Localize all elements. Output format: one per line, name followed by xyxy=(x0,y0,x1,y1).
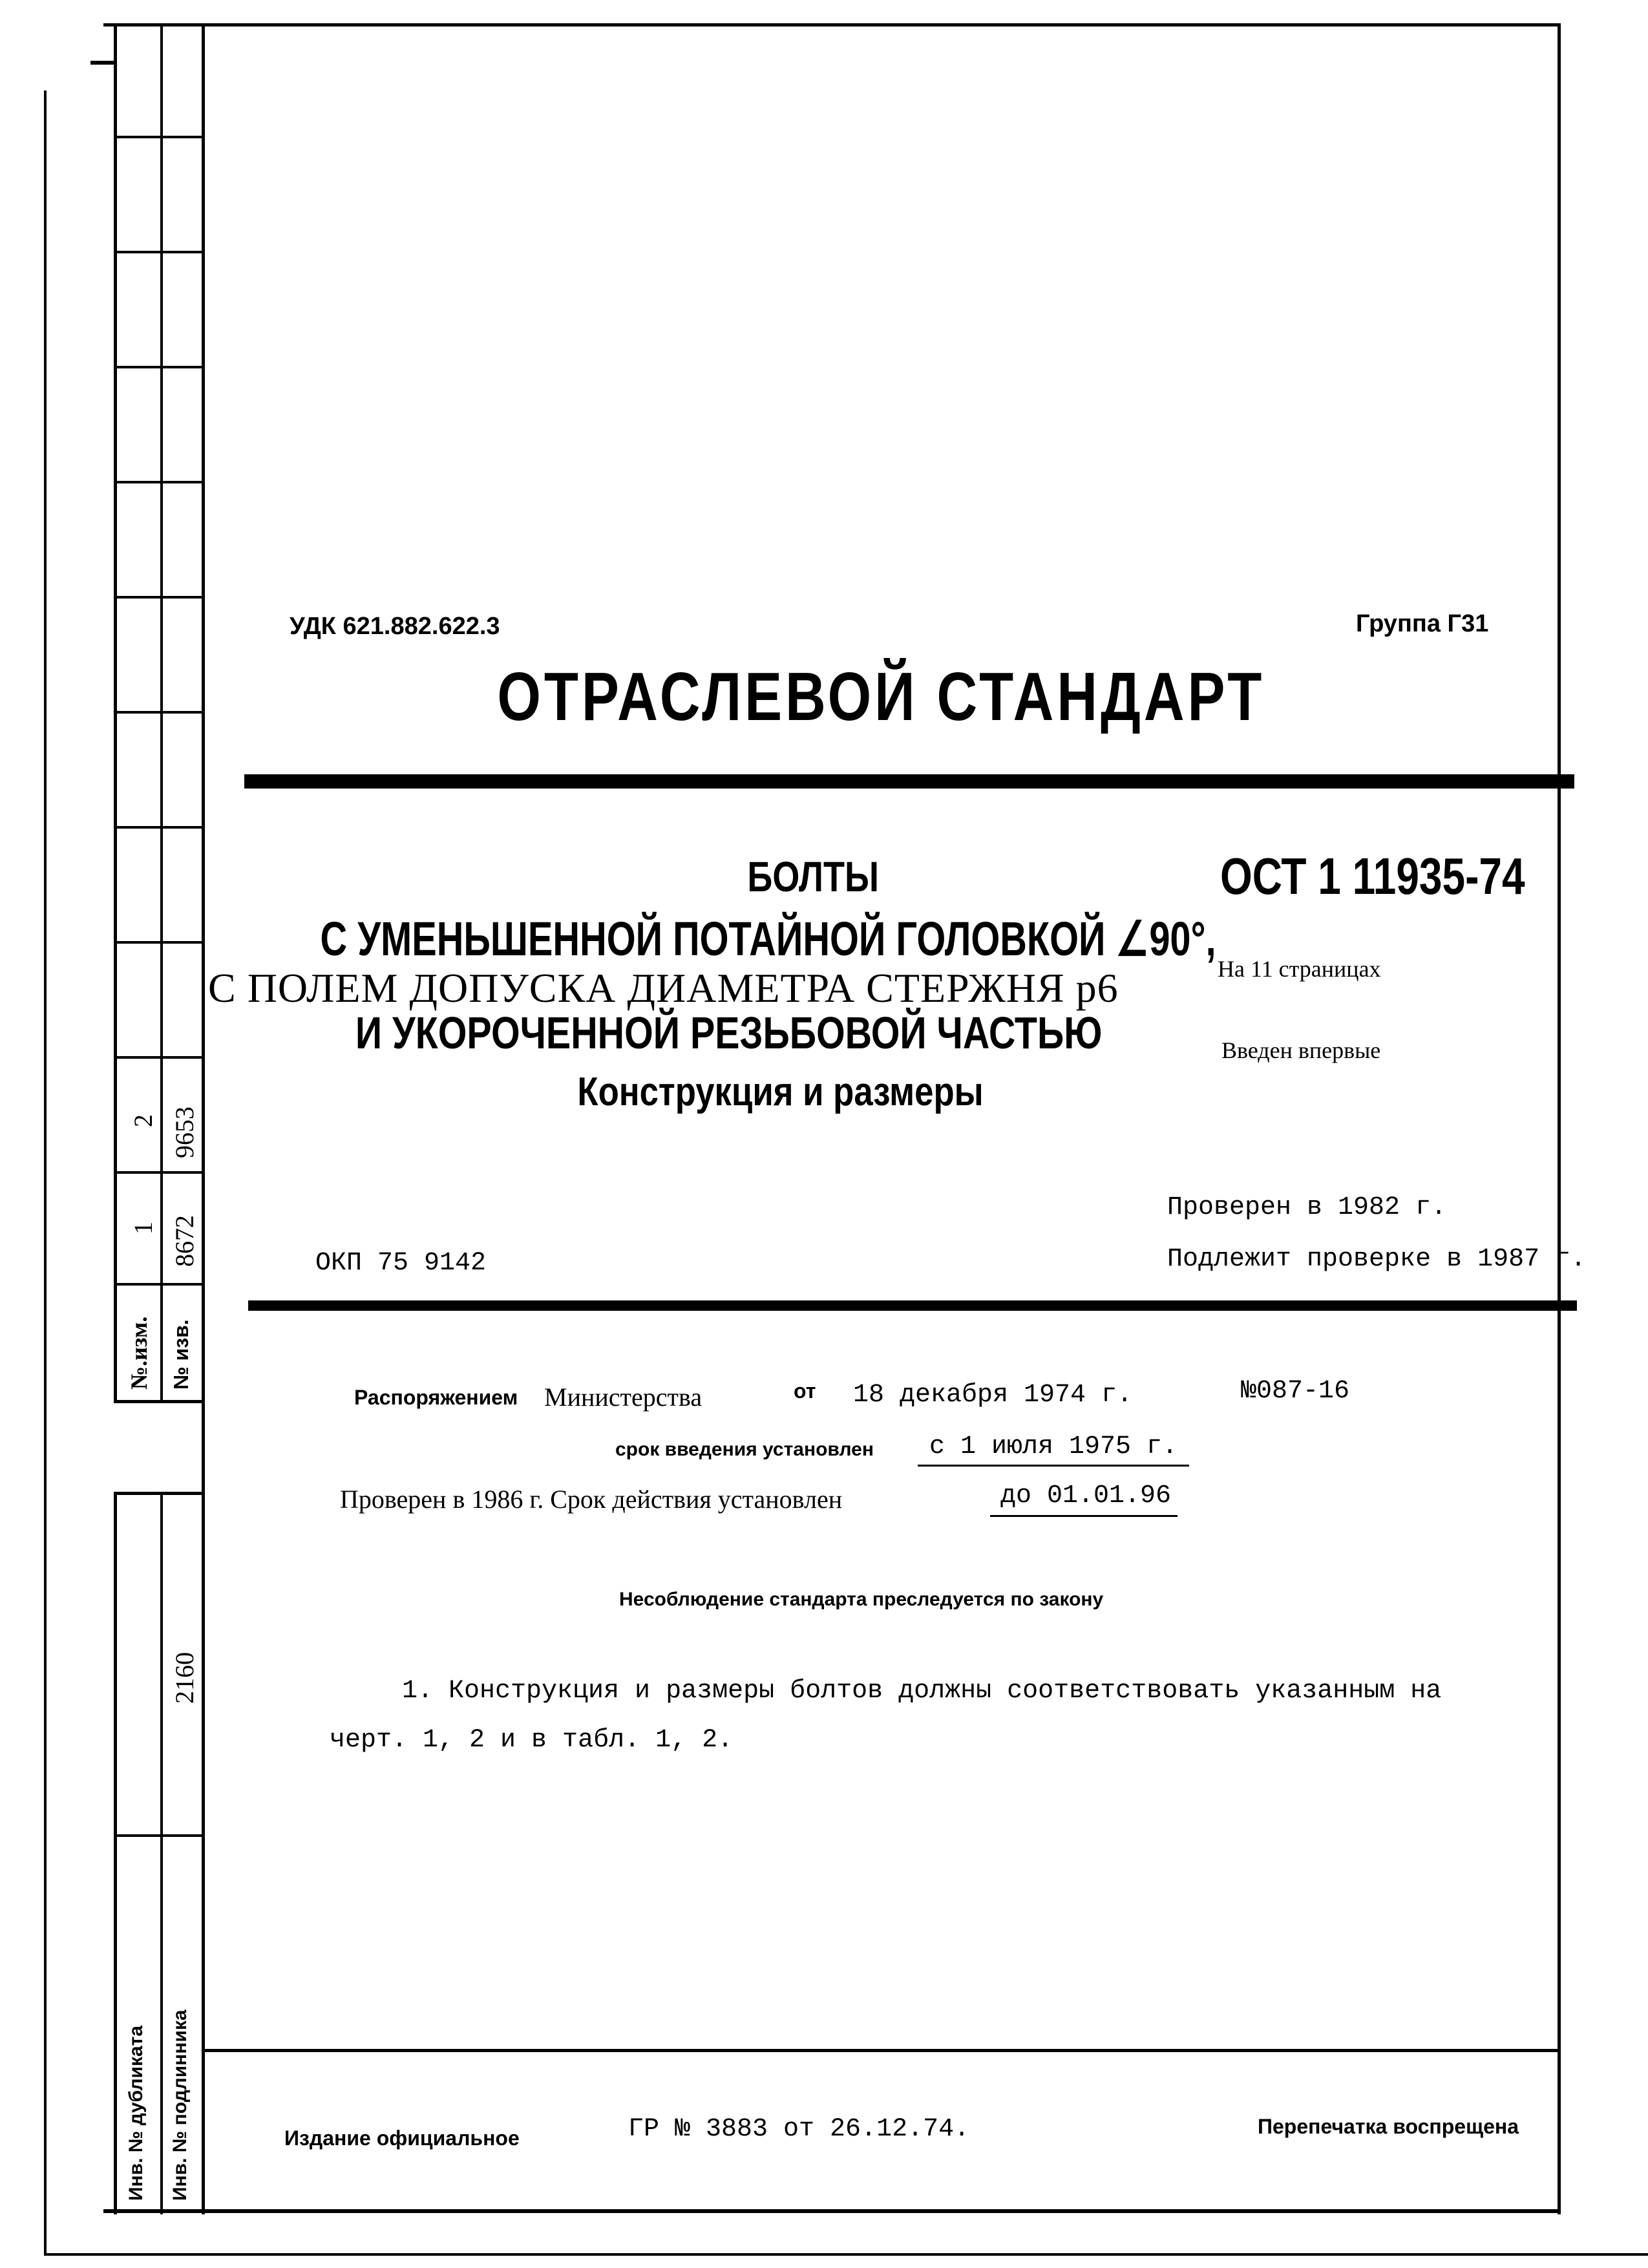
lower-stamp-top xyxy=(114,1492,204,1495)
stamp-row-line xyxy=(114,481,204,483)
product-line1: БОЛТЫ xyxy=(747,853,879,900)
stamp-rev2-doc: 9653 xyxy=(170,1107,199,1158)
validity-underline xyxy=(990,1515,1178,1517)
validity-value: до 01.01.96 xyxy=(1000,1481,1172,1510)
order-label: Министерства xyxy=(544,1383,703,1412)
stamp-rev1: 1 xyxy=(129,1222,158,1235)
stamp-row-line xyxy=(114,251,204,253)
order-number: №087-16 xyxy=(1241,1377,1350,1406)
stamp-orig-label: Инв. № подлинника xyxy=(169,2009,191,2201)
ost-number: ОСТ 1 11935-74 xyxy=(1220,847,1525,905)
udk-code: УДК 621.882.622.3 xyxy=(290,613,500,640)
stamp-row-line xyxy=(114,1171,204,1174)
corner-mark xyxy=(90,61,116,65)
frame-right xyxy=(1558,23,1561,2214)
product-line5-wrap xyxy=(206,1069,1356,1115)
term-label: срок введения установлен xyxy=(615,1439,874,1460)
meta-rule xyxy=(248,1300,1577,1311)
stamp-row-line xyxy=(114,826,204,829)
lower-stamp-left xyxy=(114,1492,117,2214)
frame-top xyxy=(103,23,1561,26)
group-code: Группа Г31 xyxy=(1356,610,1489,637)
law-notice: Несоблюдение стандарта преследуется по закону xyxy=(619,1589,1104,1610)
registration-note: ГР № 3883 от 26.12.74. xyxy=(628,2115,970,2144)
stamp-col1-header: №.изм. xyxy=(126,1316,152,1390)
frame-left-inner xyxy=(202,23,205,2214)
product-line5: Конструкция и размеры xyxy=(577,1070,984,1114)
sheet-edge-left xyxy=(44,90,47,2256)
order-from: от xyxy=(794,1379,816,1403)
paragraph-1-line2: черт. 1, 2 и в табл. 1, 2. xyxy=(330,1726,734,1755)
term-underline xyxy=(918,1465,1189,1467)
product-line4-wrap xyxy=(206,1007,1252,1059)
product-line3: С ПОЛЕМ ДОПУСКА ДИАМЕТРА СТЕРЖНЯ р6 xyxy=(208,965,1119,1011)
stamp-row-line xyxy=(114,1283,204,1286)
stamp-row-line xyxy=(114,1056,204,1059)
order-date: 18 декабря 1974 г. xyxy=(853,1381,1133,1410)
checked-note: Проверен в 1982 г. xyxy=(1167,1193,1447,1222)
next-check-note: Подлежит проверке в 1987 г. xyxy=(1167,1245,1587,1274)
frame-bottom xyxy=(103,2209,1561,2213)
stamp-orig-value: 2160 xyxy=(170,1652,199,1704)
stamp-rev1-doc: 8672 xyxy=(170,1215,199,1267)
stamp-row-line xyxy=(114,136,204,138)
lower-stamp-mid xyxy=(160,1492,163,2214)
lower-stamp-row xyxy=(114,1834,204,1837)
frame-footer-divider xyxy=(202,2049,1561,2052)
stamp-row-line xyxy=(114,596,204,599)
paragraph-1-line1: 1. Конструкция и размеры болтов должны соответствовать указанным на xyxy=(402,1677,1442,1706)
page-title: ОТРАСЛЕВОЙ СТАНДАРТ xyxy=(497,659,1265,735)
introduced-note: Введен впервые xyxy=(1221,1037,1381,1063)
product-line2-wrap xyxy=(194,911,1215,967)
product-line2: С УМЕНЬШЕННОЙ ПОТАЙНОЙ ГОЛОВКОЙ ∠90°, xyxy=(320,912,1216,966)
sheet-edge-bottom xyxy=(44,2253,1648,2256)
product-line3-wrap xyxy=(208,964,1119,1012)
stamp-row-line xyxy=(114,711,204,714)
order-label-bold: Распоряжением xyxy=(354,1386,518,1409)
validity-label: Проверен в 1986 г. Срок действия установлен xyxy=(340,1485,843,1514)
product-line4: И УКОРОЧЕННОЙ РЕЗЬБОВОЙ ЧАСТЬЮ xyxy=(355,1008,1103,1058)
stamp-dup-label: Инв. № дубликата xyxy=(125,2025,147,2201)
term-value: с 1 июля 1975 г. xyxy=(929,1432,1178,1461)
stamp-row-line xyxy=(114,366,204,368)
okp-code: ОКП 75 9142 xyxy=(315,1249,487,1278)
stamp-bottom-edge xyxy=(114,1400,204,1403)
page-count: На 11 страницах xyxy=(1218,956,1381,982)
page-title-wrap xyxy=(206,658,1556,736)
stamp-col2-header: № изв. xyxy=(169,1319,193,1390)
stamp-rev2: 2 xyxy=(129,1114,158,1127)
stamp-row-line xyxy=(114,941,204,944)
reprint-note: Перепечатка воспрещена xyxy=(1258,2115,1519,2138)
title-rule xyxy=(244,774,1574,789)
edition-note: Издание официальное xyxy=(284,2126,520,2150)
